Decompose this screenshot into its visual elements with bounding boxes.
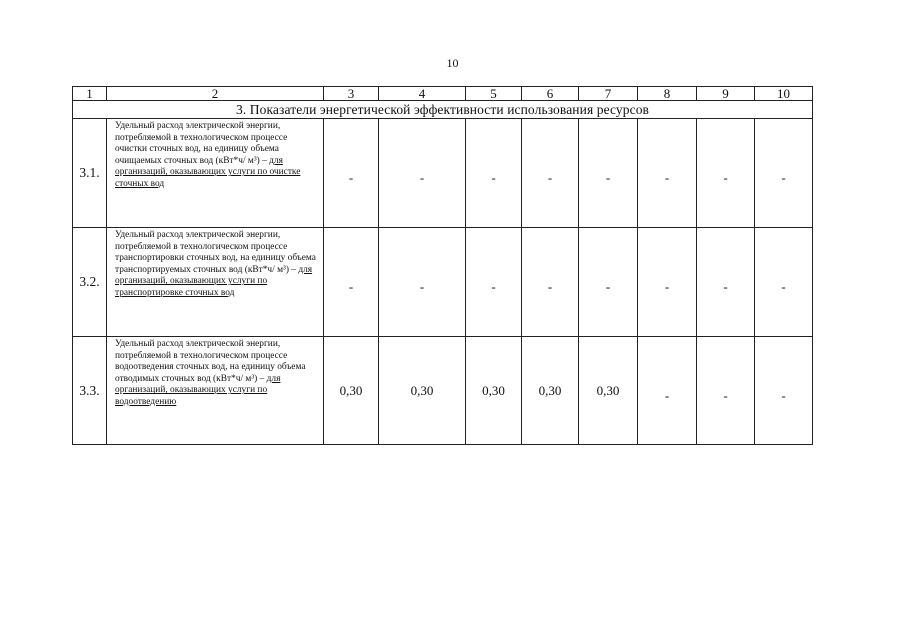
description-scope: для организаций, оказывающих услуги по очистке сточных вод [115, 155, 301, 189]
table-row [73, 228, 813, 337]
value-text: - [491, 279, 496, 294]
value-text: - [419, 279, 425, 294]
value-cell [638, 119, 697, 228]
value-cell [379, 119, 466, 228]
header-cell-3: 3 [324, 87, 379, 101]
value-text: - [781, 170, 786, 185]
description-scope: для организаций, оказывающих услуги по водоотведению [115, 373, 281, 407]
value-cell [697, 228, 755, 337]
row-description [107, 119, 324, 228]
header-cell-10: 10 [755, 87, 813, 101]
page-number: 10 [446, 56, 459, 70]
table-row [73, 337, 813, 445]
value-cell [522, 119, 579, 228]
description-main: Удельный расход электрической энергии, потребляемой в технологическом процессе водоотведения сточных вод, на единицу объема отводимых сточных вод (кВт*ч/ м³) – [115, 339, 306, 384]
value-cell: 0,30 [324, 337, 379, 445]
value-text: - [605, 170, 611, 185]
value-text: - [419, 170, 425, 185]
value-cell [522, 228, 579, 337]
value-cell [697, 337, 755, 445]
value-cell [638, 228, 697, 337]
value-text: - [664, 279, 670, 294]
indicators-table [72, 86, 813, 445]
value-cell: 0,30 [466, 337, 522, 445]
header-row [73, 87, 813, 101]
header-cell-6: 6 [522, 87, 579, 101]
description-scope: для организаций, оказывающих услуги по транспортировке сточных вод [115, 264, 313, 298]
section-title: 3. Показатели энергетической эффективности использования ресурсов [73, 101, 813, 119]
row-number: 3.2. [73, 228, 107, 337]
header-cell-5: 5 [466, 87, 522, 101]
value-cell [755, 337, 813, 445]
value-cell [579, 228, 638, 337]
row-description [107, 228, 324, 337]
value-cell [638, 337, 697, 445]
value-cell [324, 228, 379, 337]
value-cell [579, 119, 638, 228]
value-text: - [723, 279, 728, 294]
value-cell: 0,30 [579, 337, 638, 445]
row-number: 3.1. [73, 119, 107, 228]
description-main: Удельный расход электрической энергии, потребляемой в технологическом процессе очистки сточных вод, на единицу объема очищаемых сточных вод (кВт*ч/ м³) – [115, 121, 288, 166]
value-cell [379, 228, 466, 337]
value-cell [755, 119, 813, 228]
value-cell: 0,30 [522, 337, 579, 445]
value-cell [755, 228, 813, 337]
table-row [73, 119, 813, 228]
value-text: - [723, 387, 728, 403]
header-cell-9: 9 [697, 87, 755, 101]
value-text: - [723, 170, 728, 185]
value-cell [466, 228, 522, 337]
value-text: - [491, 170, 496, 185]
value-text: - [781, 279, 786, 294]
value-text: - [781, 387, 786, 403]
value-cell: 0,30 [379, 337, 466, 445]
row-description [107, 337, 324, 445]
value-cell [466, 119, 522, 228]
value-cell [324, 119, 379, 228]
value-text: - [547, 170, 553, 185]
value-text: - [348, 279, 354, 294]
header-cell-4: 4 [379, 87, 466, 101]
header-cell-8: 8 [638, 87, 697, 101]
value-text: - [664, 387, 670, 403]
value-text: - [348, 170, 354, 185]
value-cell [697, 119, 755, 228]
value-text: - [664, 170, 670, 185]
row-number: 3.3. [73, 337, 107, 445]
header-cell-1: 1 [73, 87, 107, 101]
section-row [73, 101, 813, 119]
description-main: Удельный расход электрической энергии, потребляемой в технологическом процессе транспортировки сточных вод, на единицу объема транспортируемых сточных вод (кВт*ч/ м³) – [115, 230, 316, 275]
header-cell-7: 7 [579, 87, 638, 101]
value-text: - [547, 279, 553, 294]
header-cell-2: 2 [107, 87, 324, 101]
value-text: - [605, 279, 611, 294]
